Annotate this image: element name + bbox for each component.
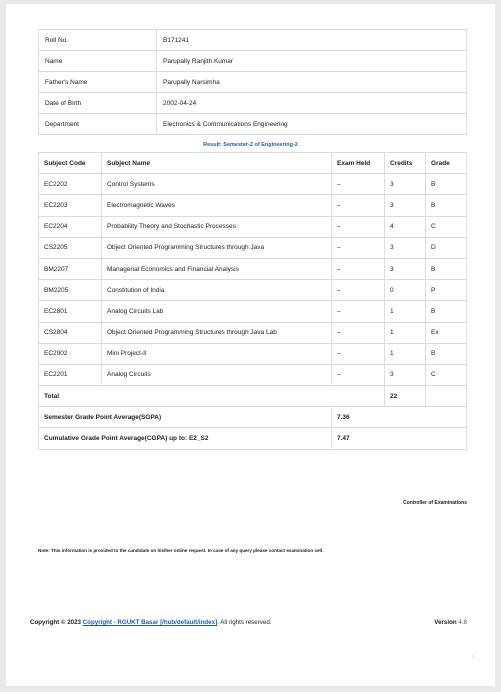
info-label: Date of Birth — [39, 93, 157, 114]
info-label: Roll No. — [39, 30, 157, 51]
subject-name-cell: Constitution of India — [102, 280, 332, 301]
table-row — [39, 301, 467, 322]
grade-cell: B — [426, 301, 467, 322]
table-row — [39, 195, 467, 216]
cgpa-value: 7.47 — [332, 428, 467, 449]
subject-name-cell: Object Oriented Programming Structures through Java Lab — [102, 322, 332, 343]
arrow-up-icon[interactable]: ↑ — [471, 654, 475, 661]
exam-held-cell: – — [332, 216, 385, 237]
subject-code-cell: EC2204 — [39, 216, 102, 237]
total-label: Total — [39, 386, 385, 407]
sgpa-row — [39, 407, 467, 428]
total-row — [39, 386, 467, 407]
info-row — [39, 72, 467, 93]
exam-held-cell: – — [332, 322, 385, 343]
credits-cell: 1 — [385, 343, 426, 364]
header-exam-held: Exam Held — [332, 153, 385, 174]
info-label: Name — [39, 51, 157, 72]
subject-name-cell: Electromagnetic Waves — [102, 195, 332, 216]
credits-cell: 0 — [385, 280, 426, 301]
subject-code-cell: EC2801 — [39, 301, 102, 322]
version-number: 4.8 — [458, 619, 467, 626]
table-row — [39, 258, 467, 279]
header-subject-name: Subject Name — [102, 153, 332, 174]
table-row — [39, 322, 467, 343]
note-text: Note: This information is provided to the candidate on his/her online request. In case of any query please contact examination cell. — [38, 548, 324, 553]
exam-held-cell: – — [332, 301, 385, 322]
credits-cell: 3 — [385, 364, 426, 385]
info-label: Department — [39, 114, 157, 135]
copyright-link[interactable]: Copyright - RGUKT Basar [/hub/default/index] — [82, 619, 218, 626]
info-row — [39, 51, 467, 72]
table-row — [39, 280, 467, 301]
rights-text: . All rights reserved. — [217, 619, 272, 626]
subject-code-cell: EC2202 — [39, 174, 102, 195]
table-row — [39, 237, 467, 258]
version-label: Version — [434, 619, 457, 626]
subject-name-cell: Object Oriented Programming Structures through Java — [102, 237, 332, 258]
subject-name-cell: Mini Project-II — [102, 343, 332, 364]
exam-held-cell: – — [332, 280, 385, 301]
credits-cell: 4 — [385, 216, 426, 237]
exam-held-cell: – — [332, 174, 385, 195]
info-label: Father's Name — [39, 72, 157, 93]
info-row — [39, 30, 467, 51]
credits-cell: 1 — [385, 322, 426, 343]
table-row — [39, 174, 467, 195]
exam-held-cell: – — [332, 258, 385, 279]
exam-held-cell: – — [332, 237, 385, 258]
info-value: Parupally Ranjith Kumar — [157, 51, 467, 72]
exam-held-cell: – — [332, 364, 385, 385]
info-value: B171241 — [157, 30, 467, 51]
subject-code-cell: BM2207 — [39, 258, 102, 279]
controller-signature: Controller of Examinations — [403, 500, 467, 506]
info-value: Electronics & Communications Engineering — [157, 114, 467, 135]
grade-cell: Ex — [426, 322, 467, 343]
grade-cell: C — [426, 364, 467, 385]
header-subject-code: Subject Code — [39, 153, 102, 174]
footer-copyright — [30, 619, 271, 626]
sgpa-value: 7.36 — [332, 407, 467, 428]
grade-cell: B — [426, 343, 467, 364]
subject-code-cell: BM2205 — [39, 280, 102, 301]
header-credits: Credits — [385, 153, 426, 174]
exam-held-cell: – — [332, 195, 385, 216]
subject-code-cell: EC2902 — [39, 343, 102, 364]
table-row — [39, 343, 467, 364]
header-grade: Grade — [426, 153, 467, 174]
credits-cell: 1 — [385, 301, 426, 322]
grade-cell: P — [426, 280, 467, 301]
grades-table — [38, 152, 467, 450]
table-row — [39, 216, 467, 237]
subject-code-cell: EC2203 — [39, 195, 102, 216]
total-grade-cell — [426, 386, 467, 407]
info-row — [39, 93, 467, 114]
grade-cell: B — [426, 174, 467, 195]
subject-name-cell: Analog Circuits — [102, 364, 332, 385]
info-value: Parupally Narsimha — [157, 72, 467, 93]
total-credits: 22 — [385, 386, 426, 407]
exam-held-cell: – — [332, 343, 385, 364]
result-page — [6, 4, 495, 686]
grade-cell: C — [426, 216, 467, 237]
grades-header-row — [39, 153, 467, 174]
grade-cell: B — [426, 258, 467, 279]
credits-cell: 3 — [385, 258, 426, 279]
table-row — [39, 364, 467, 385]
info-value: 2002-04-24 — [157, 93, 467, 114]
copyright-text: Copyright © 2023 — [30, 619, 81, 626]
credits-cell: 3 — [385, 174, 426, 195]
subject-code-cell: CS2804 — [39, 322, 102, 343]
subject-name-cell: Managerial Economics and Financial Analysis — [102, 258, 332, 279]
credits-cell: 3 — [385, 237, 426, 258]
subject-name-cell: Analog Circuits Lab — [102, 301, 332, 322]
subject-code-cell: EC2201 — [39, 364, 102, 385]
info-row — [39, 114, 467, 135]
subject-code-cell: CS2205 — [39, 237, 102, 258]
sgpa-label: Semester Grade Point Average(SGPA) — [39, 407, 332, 428]
credits-cell: 3 — [385, 195, 426, 216]
cgpa-row — [39, 428, 467, 449]
grade-cell: B — [426, 195, 467, 216]
grade-cell: D — [426, 237, 467, 258]
result-title: Result: Semester-2 of Engineering-2 — [203, 142, 298, 148]
subject-name-cell: Control Systems — [102, 174, 332, 195]
cgpa-label: Cumulative Grade Point Average(CGPA) up to: E2_S2 — [39, 428, 332, 449]
student-info-table — [38, 29, 467, 135]
version-info — [434, 619, 467, 626]
subject-name-cell: Probability Theory and Stochastic Processes — [102, 216, 332, 237]
